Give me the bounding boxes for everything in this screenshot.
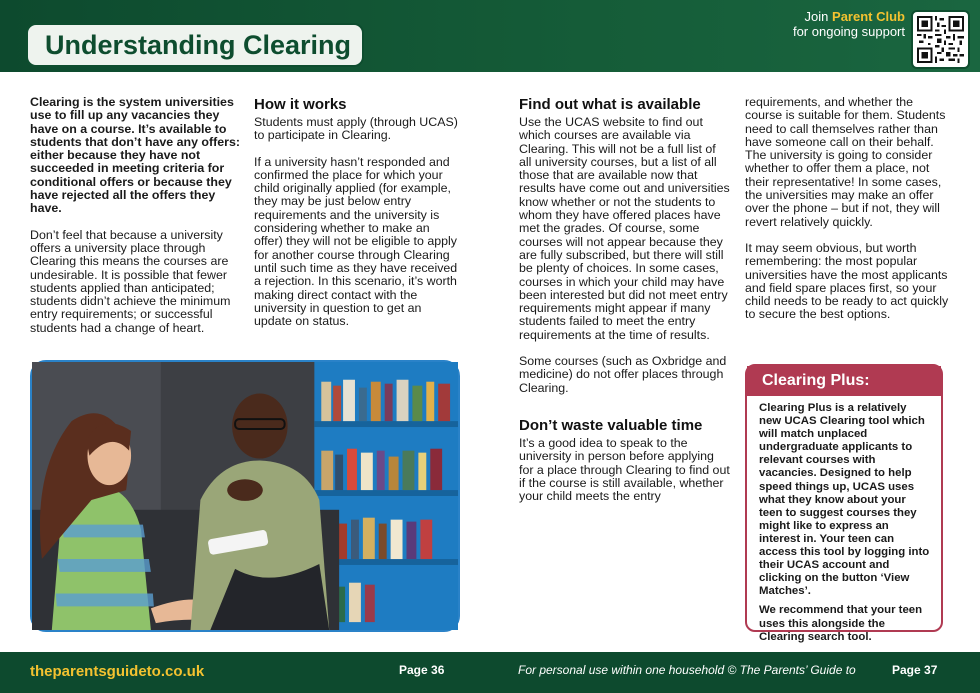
how-it-works-paragraph-1: Students must apply (through UCAS) to participate in Clearing. [254,115,458,143]
dont-waste-paragraph-1: It’s a good idea to speak to the university in person before applying for a place through Clearing to find out if the course is still available, whether your child meets the entry [519,435,730,504]
continued-paragraph-1: requirements, and whether the course is suitable for them. Students need to call themselves rather than have someone call on their behalf. The university is going to consider whether to offer them a place, not their representative! In some cases, the universities may make an offer over the phone – but if not, they will revert relatively quickly. [745,95,946,229]
clearing-plus-box [745,364,943,643]
page-title: Understanding Clearing [45,30,352,60]
clearing-plus-heading: Clearing Plus: [747,366,941,396]
how-it-works-heading: How it works [254,96,347,113]
how-it-works-column [254,96,459,341]
join-suffix: for ongoing support [792,24,905,39]
how-it-works-paragraph-2: If a university hasn’t responded and confirmed the place for which your child originally applied (for example, they may be just below entry requirements and the university is considering whether to make an offer) they will not be eligible to apply for another course through Clearing until such time as they have received a rejection. In this scenario, it’s worth making direct contact with the university in question to get an update on status. [254,154,458,329]
find-out-paragraph-1: Use the UCAS website to find out which courses are available via Clearing. This will not be a full list of all university courses, but a list of all those that are available now that results have come out and universities know whether or not the students to whom they have offered places have met the grades. Of course, some courses will not appear because they are fully subscribed, but there will still be plenty of choices. In some cases, courses in which your child may have been interested but did not meet entry requirements might appear if many students failed to meet the entry requirements at the time of results. [519,115,730,342]
continued-column [745,96,950,335]
site-link[interactable]: theparentsguideto.co.uk [30,663,205,680]
dont-waste-heading: Don’t waste valuable time [519,416,703,434]
intro-paragraph-1: Clearing is the system universities use to fill up any vacancies they have on a course. It’s available to students that don’t have any offers: either because they have not succeeded in meeting criteria for conditional offers or because they have rejected all the offers they have. [30,95,240,216]
find-out-heading: Find out what is available [519,96,701,113]
parent-club-promo[interactable] [793,9,905,39]
intro-column [30,96,240,348]
footer-bar [0,652,980,693]
page-number-left: Page 36 [399,663,445,677]
qr-code[interactable] [911,10,970,69]
photo-student-and-advisor [30,360,460,632]
continued-paragraph-2: It may seem obvious, but worth remembering: the most popular universities have the most applicants and field spare places first, so your child needs to be ready to act quickly to secure the best options. [745,240,949,322]
join-prefix: Join [804,9,829,24]
find-out-paragraph-2: Some courses (such as Oxbridge and medicine) do not offer places through Clearing. [519,354,727,395]
find-out-column [519,96,731,516]
qr-code-icon [917,16,964,63]
title-box [26,23,364,67]
intro-paragraph-2: Don’t feel that because a university offers a university place through Clearing this means the courses are undesirable. It is possible that fewer students applied than anticipated; students didn’t achieve the minimum entry requirements; or successful students had a change of heart. [30,227,231,335]
clearing-plus-paragraph-1: Clearing Plus is a relatively new UCAS Clearing tool which will match unplaced undergraduate applicants to relevant courses with vacancies. Designed to help speed things up, UCAS uses what they know about your teen to suggest courses they might like to express an interest in. Your teen can access this tool by logging into their UCAS account and clicking on the button ‘View Matches’. [759,402,930,598]
copyright-notice: For personal use within one household © The Parents’ Guide to [518,663,856,677]
page-number-right: Page 37 [892,663,938,677]
clearing-plus-paragraph-2: We recommend that your teen uses this alongside the Clearing search tool. [759,604,923,643]
parent-club-label: Parent Club [832,9,905,24]
